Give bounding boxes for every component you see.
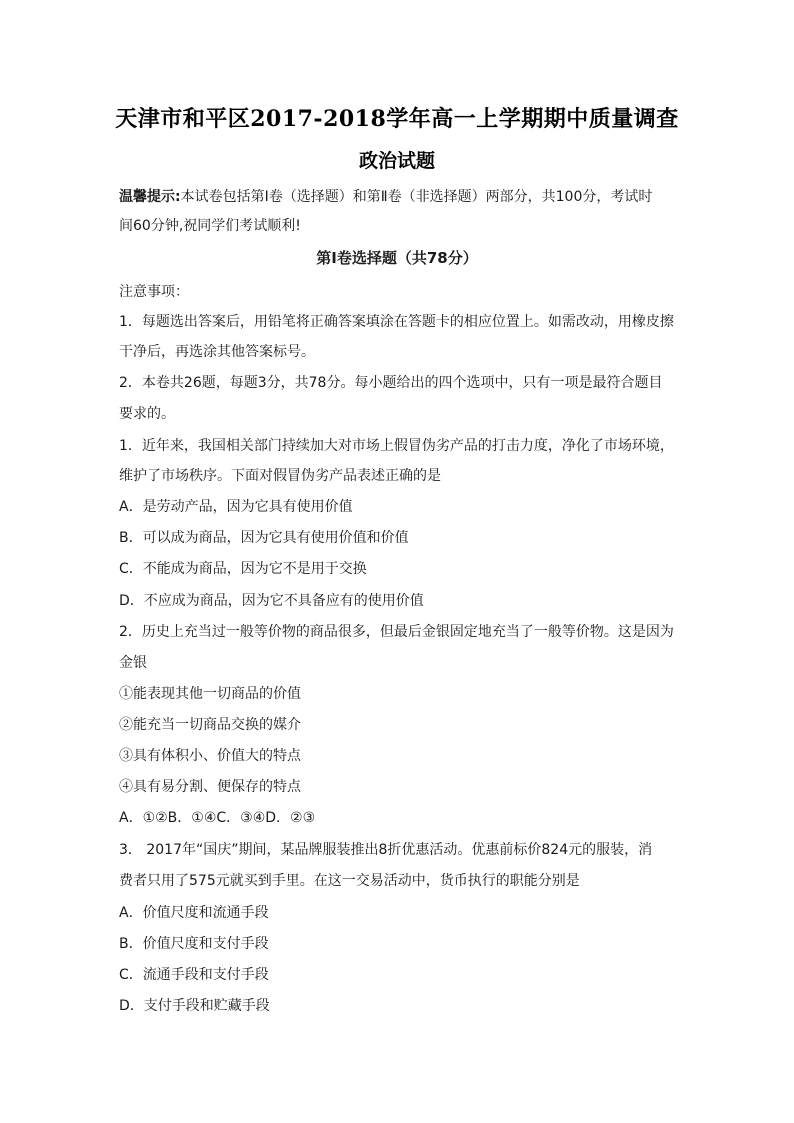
- section-heading: 第Ⅰ卷选择题（共78分）: [316, 249, 478, 267]
- page-subtitle: 政治试题: [358, 150, 435, 172]
- page-title: 天津市和平区2017-2018学年高一上学期期中质量调查: [115, 106, 679, 132]
- tip-text-2: 间60分钟,祝同学们考试顺利!: [119, 218, 301, 234]
- note-2-line-1: 2．本卷共26题，每题3分，共78分。每小题给出的四个选项中，只有一项是最符合题目: [119, 375, 663, 391]
- q2-item-1: ①能表现其他一切商品的价值: [119, 686, 301, 702]
- tip-label: 温馨提示:: [119, 189, 181, 205]
- notes-heading: 注意事项：: [119, 284, 189, 300]
- q3-option-a: A．价值尺度和流通手段: [119, 905, 269, 921]
- q1-stem-line-2: 维护了市场秩序。下面对假冒伪劣产品表述正确的是: [119, 468, 441, 484]
- q3-stem-line-1: 3． 2017年“国庆”期间，某品牌服装推出8折优惠活动。优惠前标价824元的服装，消: [119, 842, 653, 858]
- q1-option-d: D．不应成为商品，因为它不具备应有的使用价值: [119, 593, 424, 609]
- q1-option-a: A．是劳动产品，因为它具有使用价值: [119, 499, 353, 515]
- q1-option-b: B．可以成为商品，因为它具有使用价值和价值: [119, 530, 409, 546]
- note-2-line-2: 要求的。: [119, 406, 175, 422]
- q3-option-d: D．支付手段和贮藏手段: [119, 998, 270, 1014]
- q2-stem-line-1: 2．历史上充当过一般等价物的商品很多，但最后金银固定地充当了一般等价物。这是因为: [119, 624, 674, 640]
- q2-options: A．①②B．①④C．③④D．②③: [119, 810, 316, 826]
- tip-text-1: 本试卷包括第Ⅰ卷（选择题）和第Ⅱ卷（非选择题）两部分，共100分，考试时: [180, 189, 653, 205]
- q2-item-4: ④具有易分割、便保存的特点: [119, 779, 301, 795]
- q3-option-b: B．价值尺度和支付手段: [119, 936, 269, 952]
- q1-stem-line-1: 1．近年来，我国相关部门持续加大对市场上假冒伪劣产品的打击力度，净化了市场环境，: [119, 438, 674, 454]
- q2-item-2: ②能充当一切商品交换的媒介: [119, 717, 301, 733]
- q2-stem-line-2: 金银: [119, 655, 147, 671]
- q3-option-c: C．流通手段和支付手段: [119, 967, 269, 983]
- note-1-line-1: 1．每题选出答案后，用铅笔将正确答案填涂在答题卡的相应位置上。如需改动，用橡皮擦: [119, 314, 674, 330]
- q3-stem-line-2: 费者只用了575元就买到手里。在这一交易活动中，货币执行的职能分别是: [119, 873, 580, 889]
- note-1-line-2: 干净后，再选涂其他答案标号。: [119, 344, 315, 360]
- q2-item-3: ③具有体积小、价值大的特点: [119, 748, 301, 764]
- tip-line-1: [119, 187, 652, 207]
- q1-option-c: C．不能成为商品，因为它不是用于交换: [119, 561, 367, 577]
